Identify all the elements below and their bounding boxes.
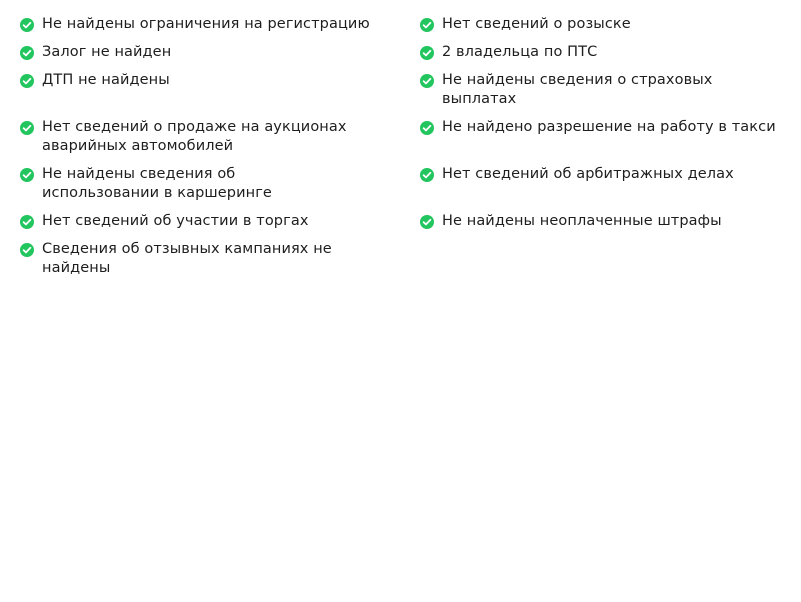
check-item-label: 2 владельца по ПТС: [442, 44, 598, 60]
check-item-damaged-auctions: [20, 118, 420, 156]
check-circle-icon: [420, 121, 434, 135]
check-item-insurance-payments: [420, 71, 780, 109]
check-item-trading: [20, 212, 420, 231]
check-item-label: Нет сведений о продаже на аукционах аварийных автомобилей: [42, 119, 347, 154]
check-item-taxi-permit: [420, 118, 780, 156]
check-item-fines: [420, 212, 780, 231]
check-circle-icon: [20, 46, 34, 60]
check-item-label: Залог не найден: [42, 44, 172, 60]
check-item-label: Не найдено разрешение на работу в такси: [442, 119, 776, 135]
check-item-recalls: [20, 240, 420, 278]
check-item-label: Нет сведений об участии в торгах: [42, 213, 309, 229]
check-item-owners: [420, 43, 780, 62]
check-item-arbitration: [420, 165, 780, 203]
check-item-label: Не найдены сведения об использовании в каршеринге: [42, 166, 272, 201]
check-item-label: ДТП не найдены: [42, 72, 170, 88]
check-circle-icon: [420, 74, 434, 88]
check-circle-icon: [20, 121, 34, 135]
check-circle-icon: [420, 18, 434, 32]
check-item-label: Нет сведений об арбитражных делах: [442, 166, 734, 182]
check-item-label: Не найдены неоплаченные штрафы: [442, 213, 722, 229]
check-item-wanted: [420, 15, 780, 34]
check-item-carsharing: [20, 165, 420, 203]
check-circle-icon: [20, 215, 34, 229]
check-item-label: Сведения об отзывных кампаниях не найдены: [42, 241, 332, 276]
check-circle-icon: [420, 215, 434, 229]
check-item-pledge: [20, 43, 420, 62]
check-results-list: [20, 15, 790, 278]
check-item-registration-restrictions: [20, 15, 420, 34]
check-item-label: Не найдены сведения о страховых выплатах: [442, 72, 713, 107]
check-circle-icon: [20, 74, 34, 88]
check-item-label: Не найдены ограничения на регистрацию: [42, 16, 370, 32]
check-item-label: Нет сведений о розыске: [442, 16, 631, 32]
check-circle-icon: [20, 243, 34, 257]
check-item-accidents: [20, 71, 420, 109]
check-circle-icon: [420, 168, 434, 182]
check-circle-icon: [420, 46, 434, 60]
check-circle-icon: [20, 18, 34, 32]
check-circle-icon: [20, 168, 34, 182]
